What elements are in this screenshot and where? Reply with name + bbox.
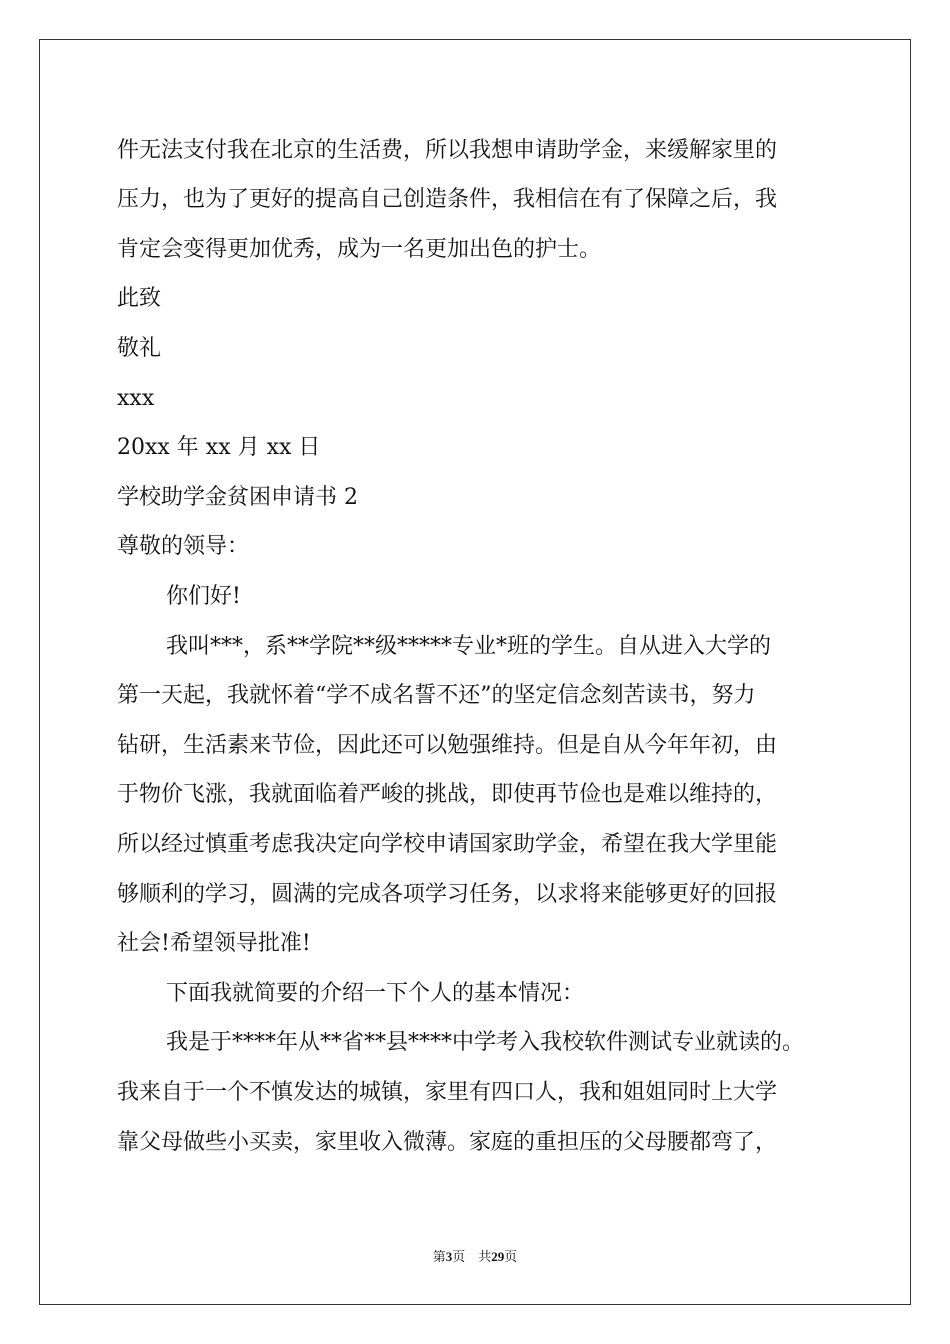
footer-page-current: 3 — [445, 1249, 453, 1264]
section-title: 学校助学金贫困申请书 2 — [117, 485, 358, 510]
body-line: 件无法支付我在北京的生活费，所以我想申请助学金，来缓解家里的 — [117, 138, 778, 163]
body-line: 我叫***，系**学院**级*****专业*班的学生。自从进入大学的 — [166, 634, 772, 659]
greeting: 你们好! — [166, 584, 241, 609]
body-line: 压力，也为了更好的提高自己创造条件，我相信在有了保障之后，我 — [117, 187, 778, 212]
body-line: 肯定会变得更加优秀，成为一名更加出色的护士。 — [117, 237, 602, 262]
body-line: 第一天起，我就怀着“学不成名誓不还”的坚定信念刻苦读书，努力 — [117, 683, 756, 708]
body-line: 够顺利的学习，圆满的完成各项学习任务，以求将来能够更好的回报 — [117, 882, 778, 907]
closing-cizhi: 此致 — [117, 286, 162, 311]
footer-prefix: 第 — [432, 1250, 446, 1265]
salutation: 尊敬的领导： — [117, 534, 250, 559]
footer-page-total: 29 — [491, 1249, 505, 1264]
footer-suffix: 页 — [504, 1250, 518, 1265]
body-line: 所以经过慎重考虑我决定向学校申请国家助学金，希望在我大学里能 — [117, 832, 778, 857]
body-line: 下面我就简要的介绍一下个人的基本情况： — [166, 981, 585, 1006]
signature-date: 20xx 年 xx 月 xx 日 — [117, 435, 321, 460]
body-line: 钻研，生活素来节俭，因此还可以勉强维持。但是自从今年年初，由 — [117, 733, 778, 758]
body-line: 社会!希望领导批准! — [117, 931, 311, 956]
body-line: 靠父母做些小买卖，家里收入微薄。家庭的重担压的父母腰都弯了， — [117, 1130, 778, 1155]
signature-name: xxx — [117, 386, 155, 411]
page-border — [39, 39, 911, 1305]
body-line: 我是于****年从**省**县****中学考入我校软件测试专业就读的。 — [166, 1030, 805, 1055]
body-line: 我来自于一个不慎发达的城镇，家里有四口人，我和姐姐同时上大学 — [117, 1080, 778, 1105]
page-footer — [0, 1248, 950, 1267]
body-line: 于物价飞涨，我就面临着严峻的挑战，即使再节俭也是难以维持的， — [117, 782, 778, 807]
closing-jingli: 敬礼 — [117, 336, 162, 361]
footer-mid: 页 共 — [452, 1250, 492, 1265]
